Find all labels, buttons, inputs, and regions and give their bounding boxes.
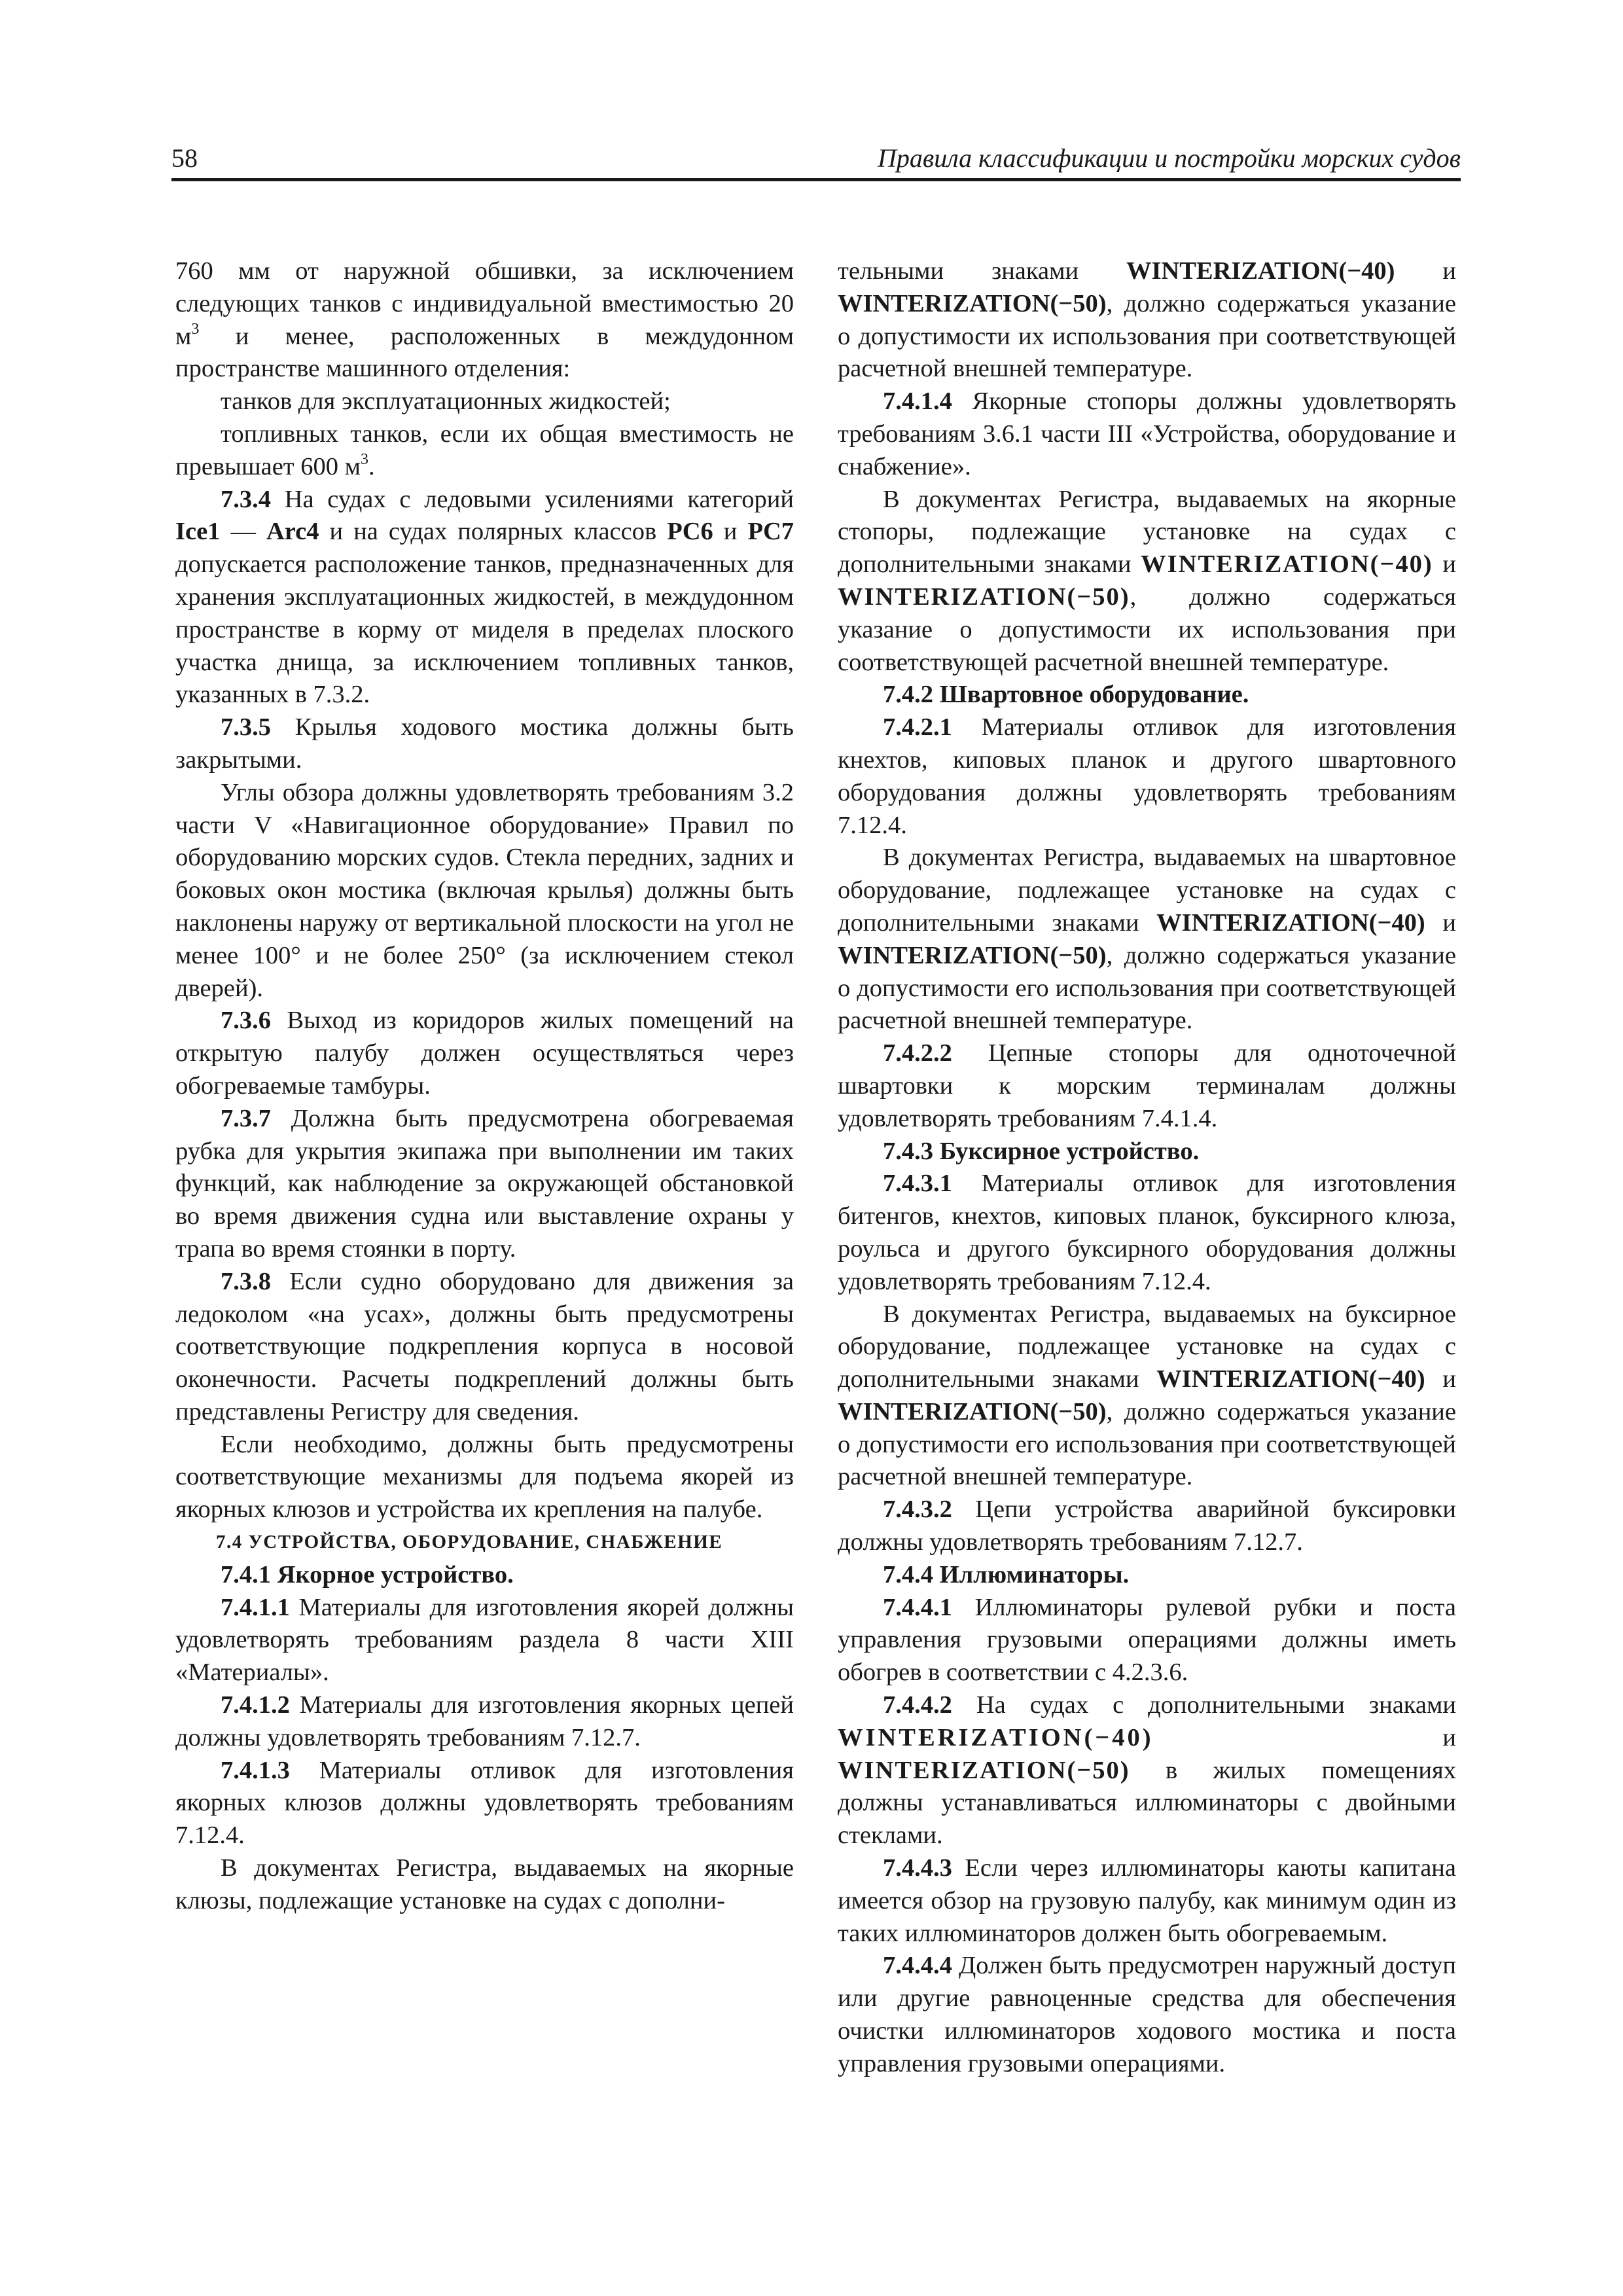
subsection-heading: 7.4.4 Иллюминаторы. [883,1560,1130,1588]
paragraph: Углы обзора должны удовлетворять требованиям 3.2 части V «Навигационное оборудование» Правил по оборудованию морских судов. Стекла передних, задних и боковых окон мостика (включая крылья) должны быть наклонены наружу от вертикальной плоскости на угол не менее 100° и не более 250° (за исключением стекол дверей). [175,778,794,1002]
subsection-heading: 7.4.2 Швартовное оборудование. [883,681,1249,709]
clause-7-4-1-2: 7.4.1.2 Материалы для изготовления якорных цепей должны удовлетворять требованиям 7.12.7. [175,1691,794,1751]
paragraph: 760 мм от наружной обшивки, за исключением следующих танков с индивидуальной вместимостью 20 $м^3$ и менее, расположенных в междудонном пространстве машинного отделения: [175,257,794,383]
clause-7-3-4: 7.3.4 На судах с ледовыми усилениями категорий Ice1 — Arc4 и на судах полярных классов PC6 и PC7 допускается расположение танков, предназначенных для хранения эксплуатационных жидкостей, в междудонном пространстве в корму от миделя в пределах плоского участка днища, за исключением топливных танков, указанных в 7.3.2. [175,485,794,709]
clause-7-4-3-2: 7.4.3.2 Цепи устройства аварийной буксировки должны удовлетворять требованиям 7.12.7. [838,1496,1456,1556]
paragraph: В документах Регистра, выдаваемых на буксирное оборудование, подлежащее установке на судах с дополнительными знаками WINTERIZATION(−40) и WINTERIZATION(−50), должно содержаться указание о допустимости его использования при соответствующей расчетной внешней температуре. [838,1300,1456,1491]
paragraph: В документах Регистра, выдаваемых на якорные стопоры, подлежащие установке на судах с дополнительными знаками WINTERIZATION(−40) и WINTERIZATION(−50), должно содержаться указание о допустимости их использования при соответствующей расчетной внешней температуре. [838,485,1456,676]
page-header [171,143,1461,182]
clause-7-4-1-1: 7.4.1.1 Материалы для изготовления якорей должны удовлетворять требованиям раздела 8 части XIII «Материалы». [175,1593,794,1687]
running-title: Правила классификации и постройки морских судов [877,143,1461,173]
clause-7-4-4-4: 7.4.4.4 Должен быть предусмотрен наружный доступ или другие равноценные средства для обеспечения очистки иллюминаторов ходового мостика и поста управления грузовыми операциями. [838,1952,1456,2077]
paragraph: тельными знаками WINTERIZATION(−40) и WINTERIZATION(−50), должно содержаться указание о допустимости их использования при соответствующей расчетной внешней температуре. [838,257,1456,383]
clause-7-4-2-2: 7.4.2.2 Цепные стопоры для одноточечной швартовки к морским терминалам должны удовлетворять требованиям 7.4.1.4. [838,1039,1456,1132]
clause-7-4-4-3: 7.4.4.3 Если через иллюминаторы каюты капитана имеется обзор на грузовую палубу, как минимум один из таких иллюминаторов должен быть обогреваемым. [838,1854,1456,1947]
clause-7-4-3-1: 7.4.3.1 Материалы отливок для изготовления битенгов, кнехтов, киповых планок, буксирного клюза, роульса и другого буксирного оборудования должны удовлетворять требованиям 7.12.4. [838,1170,1456,1295]
paragraph: В документах Регистра, выдаваемых на швартовное оборудование, подлежащее установке на судах с дополнительными знаками WINTERIZATION(−40) и WINTERIZATION(−50), должно содержаться указание о допустимости его использования при соответствующей расчетной внешней температуре. [838,844,1456,1035]
clause-7-3-6: 7.3.6 Выход из коридоров жилых помещений на открытую палубу должен осуществляться через обогреваемые тамбуры. [175,1007,794,1100]
clause-7-4-2-1: 7.4.2.1 Материалы отливок для изготовления кнехтов, киповых планок и другого швартовного оборудования должны удовлетворять требованиям 7.12.4. [838,713,1456,839]
header-rule [171,178,1461,181]
clause-7-3-8: 7.3.8 Если судно оборудовано для движения за ледоколом «на усах», должны быть предусмотрены соответствующие подкрепления корпуса в носовой оконечности. Расчеты подкреплений должны быть представлены Регистру для сведения. [175,1267,794,1426]
clause-7-4-1-3: 7.4.1.3 Материалы отливок для изготовления якорных клюзов должны удовлетворять требованиям 7.12.4. [175,1756,794,1850]
clause-7-4-4-2: 7.4.4.2 На судах с дополнительными знаками WINTERIZATION(−40) и WINTERIZATION(−50) в жилых помещениях должны устанавливаться иллюминаторы с двойными стеклами. [838,1691,1456,1850]
clause-7-4-4-1: 7.4.4.1 Иллюминаторы рулевой рубки и поста управления грузовыми операциями должны иметь обогрев в соответствии с 4.2.3.6. [838,1593,1456,1687]
left-column [175,255,794,1918]
paragraph: Если необходимо, должны быть предусмотрены соответствующие механизмы для подъема якорей из якорных клюзов и устройства их крепления на палубе. [175,1430,794,1524]
right-column [838,255,1456,2081]
paragraph: В документах Регистра, выдаваемых на якорные клюзы, подлежащие установке на судах с дополни- [175,1854,794,1914]
subsection-heading: 7.4.1 Якорное устройство. [221,1560,514,1588]
subsection-heading: 7.4.3 Буксирное устройство. [883,1137,1200,1165]
clause-7-3-7: 7.3.7 Должна быть предусмотрена обогреваемая рубка для укрытия экипажа при выполнении им таких функций, как наблюдение за окружающей обстановкой во время движения судна или выставление охраны у трапа во время стоянки в порту. [175,1104,794,1263]
clause-7-4-1-4: 7.4.1.4 Якорные стопоры должны удовлетворять требованиям 3.6.1 части III «Устройства, оборудование и снабжение». [838,387,1456,480]
section-heading: 7.4 УСТРОЙСТВА, ОБОРУДОВАНИЕ, СНАБЖЕНИЕ [216,1532,723,1553]
paragraph: топливных танков, если их общая вместимость не превышает 600 $м^3$. [175,420,794,480]
page-number: 58 [171,143,198,173]
clause-7-3-5: 7.3.5 Крылья ходового мостика должны быть закрытыми. [175,713,794,774]
paragraph: танков для эксплуатационных жидкостей; [221,387,671,416]
